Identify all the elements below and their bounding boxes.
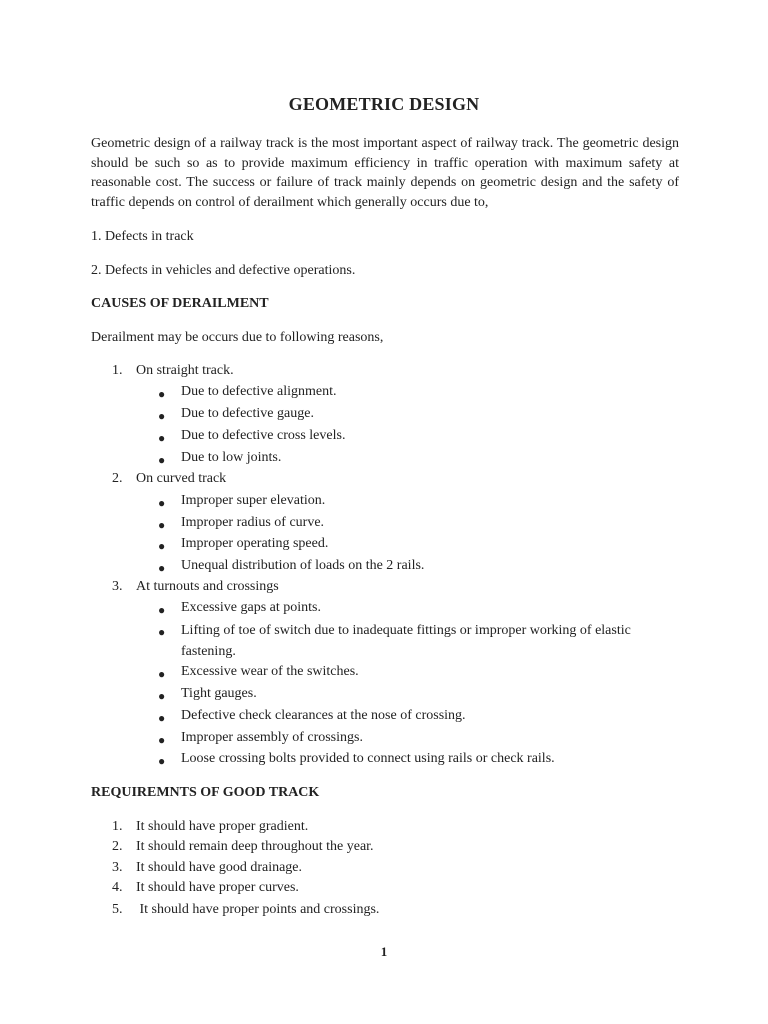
bullet-icon: ● [158,409,166,423]
requirement-item: It should have proper gradient. [136,819,309,834]
bullet-item: Improper assembly of crossings. [181,730,363,745]
bullet-item: Improper operating speed. [181,536,329,551]
bullet-item: Due to low joints. [181,450,282,465]
bullet-icon: ● [158,453,166,467]
bullet-item: Unequal distribution of loads on the 2 rails. [181,558,425,573]
list-number: 3. [112,579,123,594]
bullet-item: Excessive gaps at points. [181,600,321,615]
intro-cause-item: 2. Defects in vehicles and defective operations. [91,263,356,278]
bullet-item: Due to defective gauge. [181,406,314,421]
list-number: 4. [112,880,123,895]
list-number: 2. [112,839,123,854]
bullet-item: Loose crossing bolts provided to connect using rails or check rails. [181,751,555,766]
bullet-item: Defective check clearances at the nose of crossing. [181,708,466,723]
intro-cause-item: 1. Defects in track [91,229,194,244]
page-number: 1 [380,944,388,959]
list-item-label: On curved track [136,471,227,486]
bullet-item: Due to defective alignment. [181,384,337,399]
bullet-icon: ● [158,539,166,553]
bullet-item: Lifting of toe of switch due to inadequate fittings or improper working of elastic fastening. [181,623,631,659]
bullet-icon: ● [158,431,166,445]
bullet-item: Excessive wear of the switches. [181,664,359,679]
bullet-icon: ● [158,625,166,639]
list-item-label: At turnouts and crossings [136,579,279,594]
bullet-item: Improper super elevation. [181,493,326,508]
list-number: 3. [112,860,123,875]
bullet-icon: ● [158,689,166,703]
bullet-icon: ● [158,518,166,532]
list-number: 1. [112,819,123,834]
requirement-item: It should have proper curves. [136,880,299,895]
bullet-icon: ● [158,496,166,510]
bullet-icon: ● [158,667,166,681]
requirement-item: It should have good drainage. [136,860,303,875]
section-heading-requirements: REQUIREMNTS OF GOOD TRACK [91,785,320,800]
bullet-icon: ● [158,387,166,401]
bullet-item: Improper radius of curve. [181,515,325,530]
requirement-item: It should remain deep throughout the year. [136,839,374,854]
derailment-lead: Derailment may be occurs due to following reasons, [91,330,384,345]
bullet-icon: ● [158,603,166,617]
list-number: 1. [112,363,123,378]
bullet-icon: ● [158,561,166,575]
requirement-item: It should have proper points and crossings. [136,902,380,917]
list-number: 5. [112,902,123,917]
bullet-icon: ● [158,711,166,725]
document-title: GEOMETRIC DESIGN [288,94,480,114]
section-heading-derailment: CAUSES OF DERAILMENT [91,296,269,311]
bullet-item: Tight gauges. [181,686,257,701]
bullet-icon: ● [158,733,166,747]
list-item-label: On straight track. [136,363,234,378]
bullet-icon: ● [158,754,166,768]
list-number: 2. [112,471,123,486]
intro-paragraph: Geometric design of a railway track is the most important aspect of railway track. The geometric design should be such so as to provide maximum efficiency in traffic operation with maximum safety at reasonable cost. The success or failure of track mainly depends on geometric design and the safety of traffic depends on control of derailment which generally occurs due to, [91,136,679,210]
bullet-item: Due to defective cross levels. [181,428,346,443]
